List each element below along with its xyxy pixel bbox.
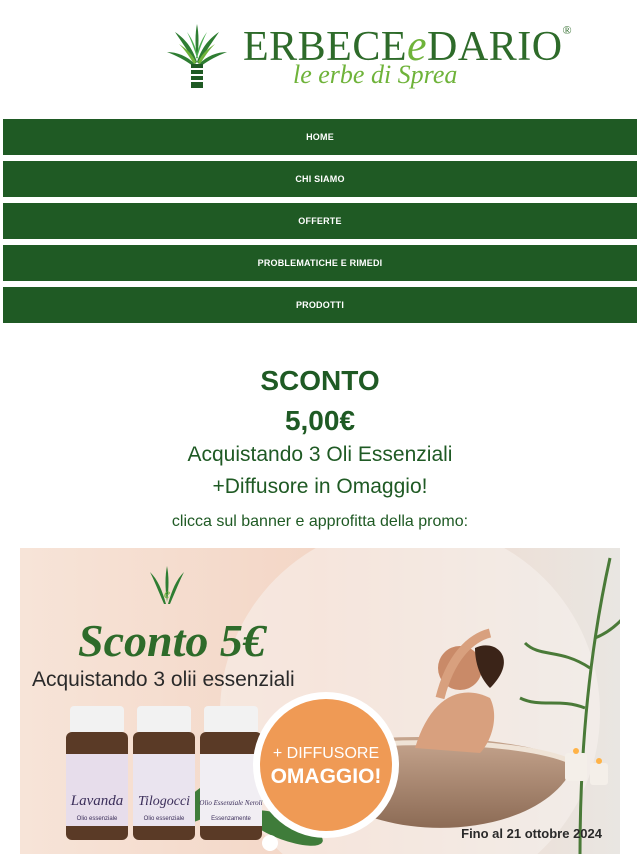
bottle-lavanda-sub: Olio essenziale [76, 816, 118, 822]
bottle-tilogocci [133, 706, 195, 840]
promo-banner-image [20, 548, 620, 854]
promo-line-1: Acquistando 3 Oli Essenziali [187, 443, 453, 466]
promo-cta: clicca sul banner e approfitta della promo: [171, 513, 469, 530]
bottle-neroli-sub: Essenzamente [211, 816, 251, 822]
plant-logo-icon [167, 22, 227, 90]
bottle-neroli-label: Olio Essenziale Neroli [199, 799, 263, 807]
bottle-tilogocci-label: Tilogocci [137, 794, 191, 809]
bottle-lavanda [66, 706, 128, 840]
promo-line-2: +Diffusore in Omaggio! [212, 475, 428, 498]
badge-line-2: OMAGGIO! [270, 765, 382, 788]
nav-item-problematiche-e-rimedi[interactable]: PROBLEMATICHE E RIMEDI [3, 245, 637, 281]
brand-logo[interactable] [165, 21, 573, 94]
promo-amount: 5,00€ [284, 405, 356, 436]
brand-name-part1: ERBECE [243, 24, 408, 70]
banner-deadline: Fino al 21 ottobre 2024 [461, 826, 602, 841]
banner-subline: Acquistando 3 olii essenziali [32, 668, 295, 691]
brand-name-part2: DARIO [427, 24, 563, 70]
main-nav [3, 119, 637, 329]
registered-mark-icon: ® [562, 23, 573, 37]
brand-tagline: le erbe di Sprea [293, 60, 458, 89]
svg-text:e: e [163, 587, 171, 602]
site-header [0, 0, 640, 118]
nav-item-chi-siamo[interactable]: CHI SIAMO [3, 161, 637, 197]
diffusore-badge [253, 692, 399, 838]
bottle-neroli [199, 706, 262, 840]
promo-title: SCONTO [260, 365, 380, 396]
badge-line-1: + DIFFUSORE [272, 745, 380, 762]
bottle-tilogocci-sub: Olio essenziale [143, 816, 185, 822]
nav-item-prodotti[interactable]: PRODOTTI [3, 287, 637, 323]
brand-name-e: e [407, 21, 428, 70]
promo-banner[interactable] [20, 548, 620, 854]
nav-item-offerte[interactable]: OFFERTE [3, 203, 637, 239]
bottle-lavanda-label: Lavanda [70, 793, 124, 809]
nav-item-home[interactable]: HOME [3, 119, 637, 155]
banner-headline: Sconto 5€ [78, 615, 266, 666]
